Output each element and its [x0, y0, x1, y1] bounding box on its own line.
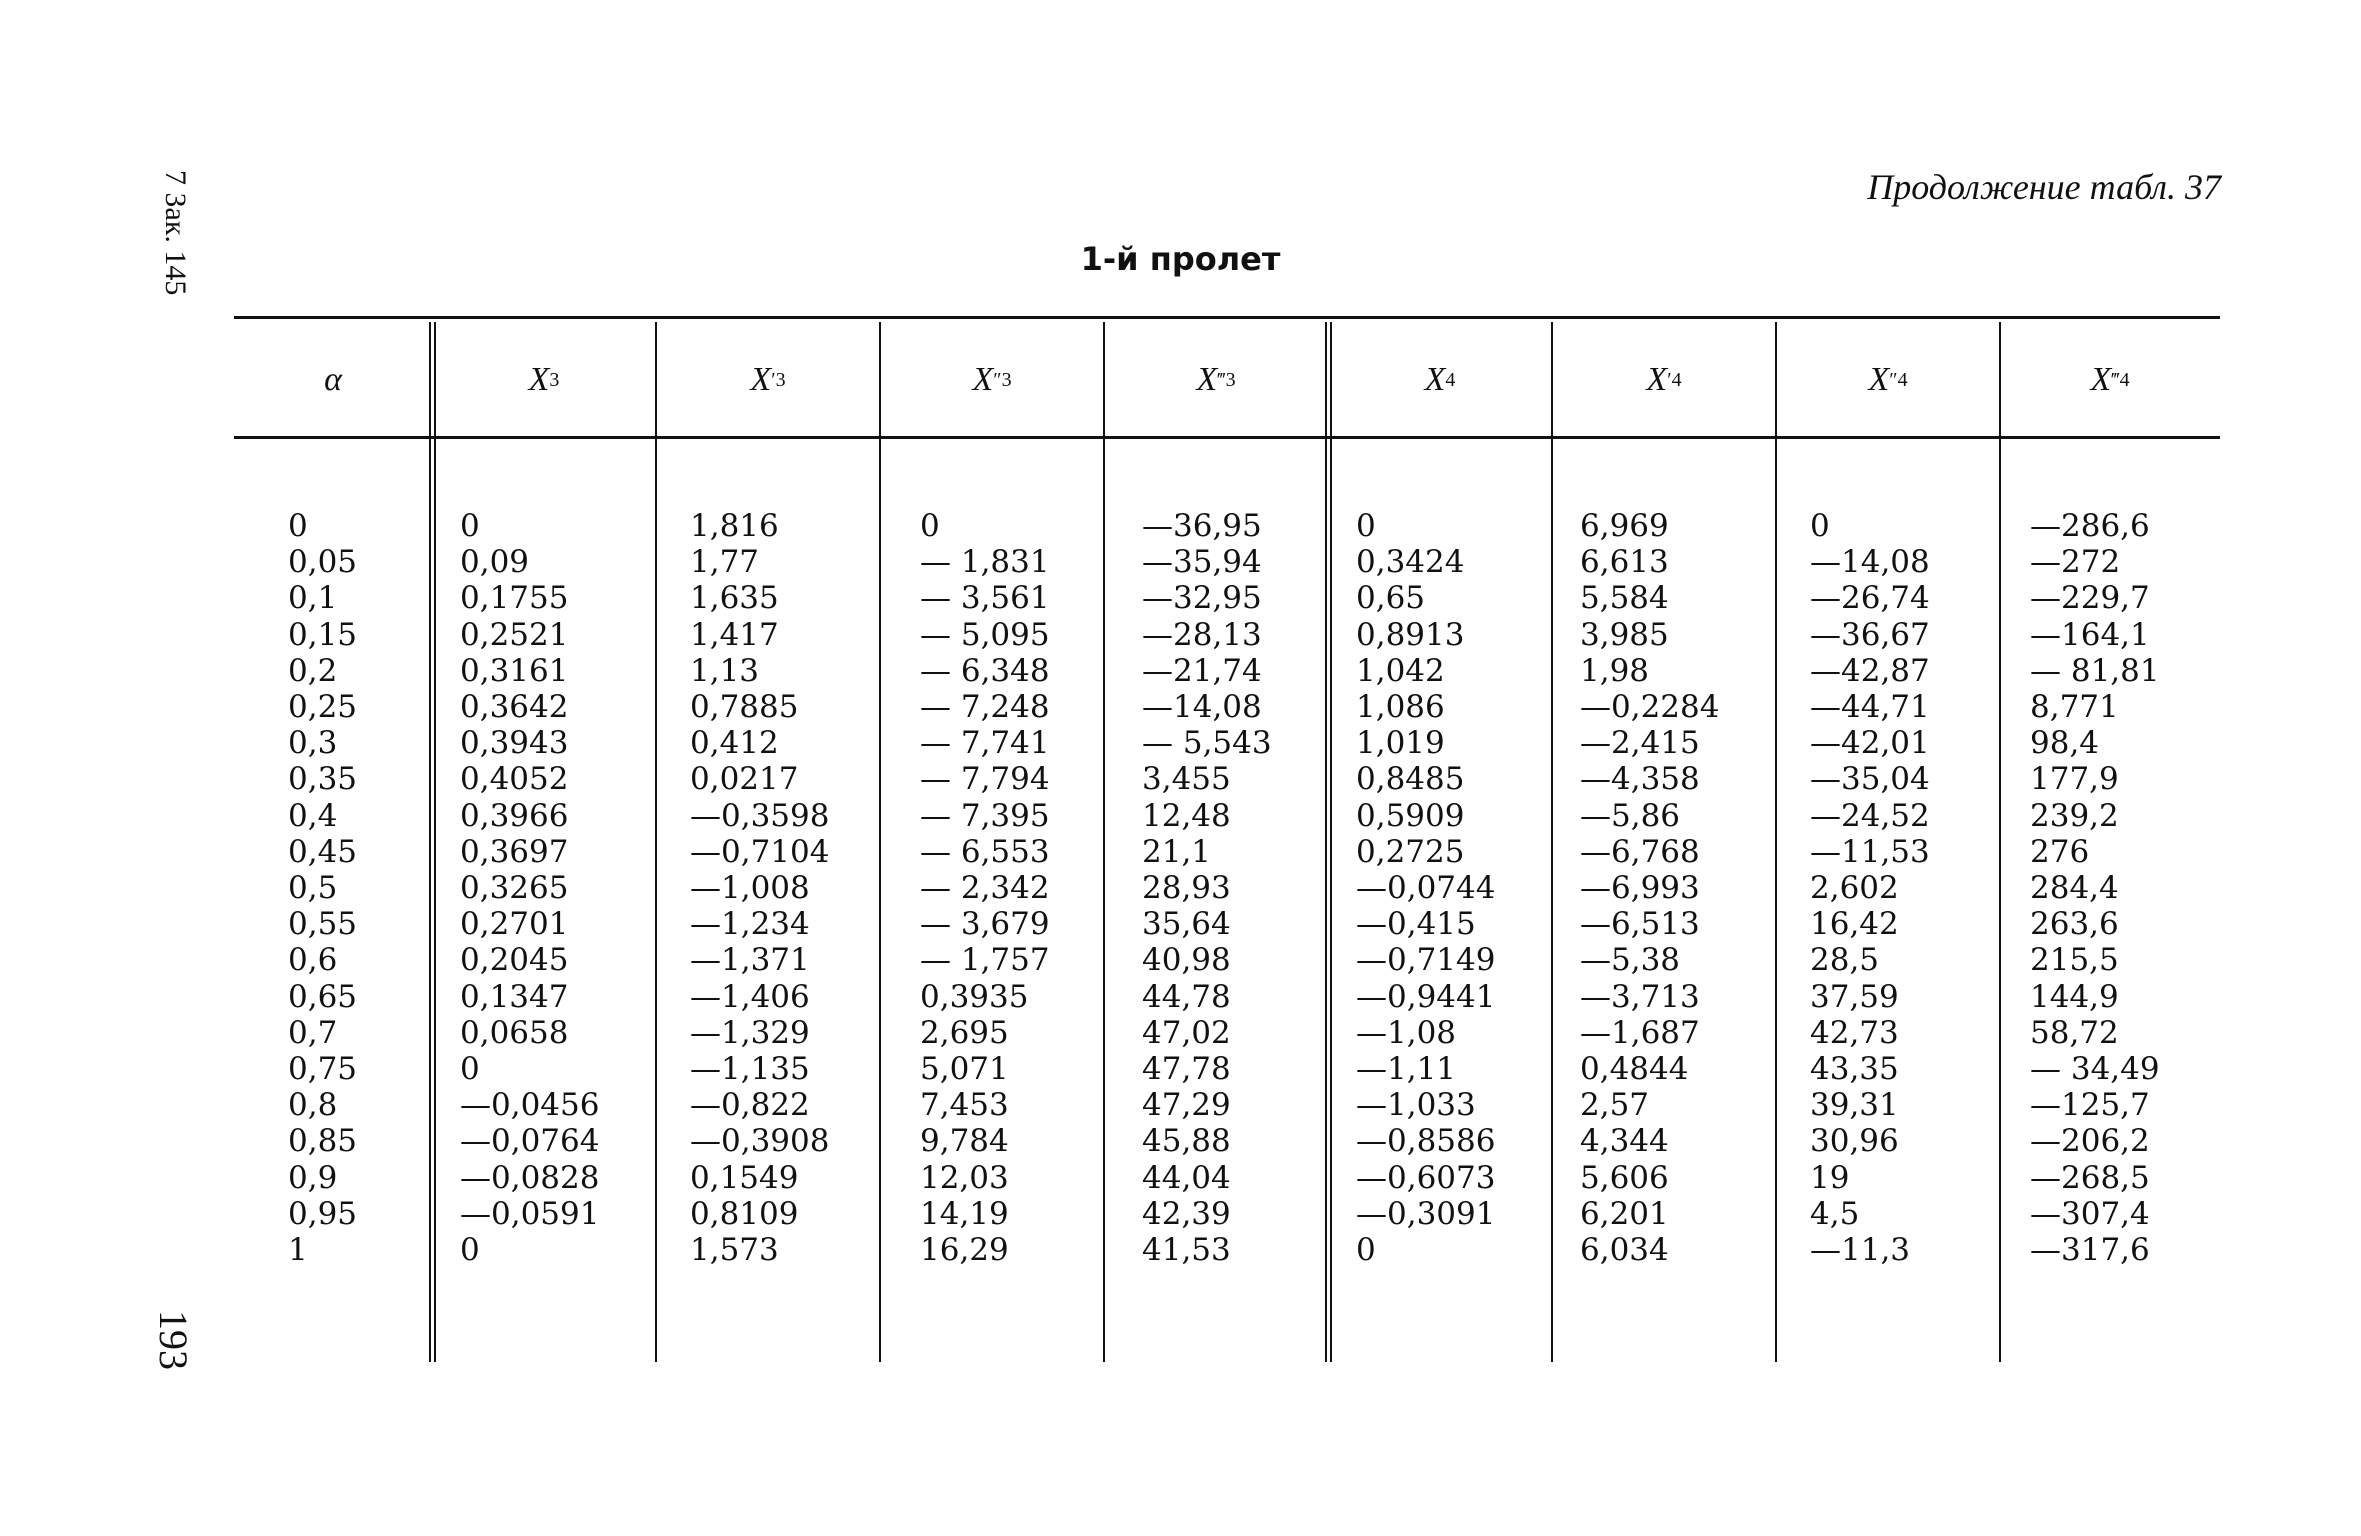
table-cell: 0,0217	[690, 761, 799, 798]
table-cell: 6,613	[1580, 544, 1669, 581]
continuation-title: Продолжение табл. 37	[1867, 167, 2221, 207]
table-cell: —0,0744	[1356, 870, 1496, 907]
table-cell: —164,1	[2030, 616, 2150, 653]
table-cell: —1,008	[690, 870, 810, 907]
table-cell: —0,0591	[460, 1195, 600, 1232]
table-cell: — 1,831	[920, 544, 1050, 581]
column-divider	[1999, 322, 2001, 1362]
table-cell: 0,65	[1356, 580, 1426, 617]
table-cell: 0,4	[288, 797, 338, 834]
table-cell: —14,08	[1810, 544, 1930, 581]
table-cell: —1,687	[1580, 1014, 1700, 1051]
table-cell: —0,9441	[1356, 978, 1496, 1015]
table-cell: 0,2045	[460, 942, 569, 979]
column-header	[656, 340, 880, 420]
table-cell: — 7,741	[920, 725, 1050, 762]
table-cell: 30,96	[1810, 1123, 1899, 1160]
table-cell: 6,034	[1580, 1232, 1669, 1269]
table-cell: 9,784	[920, 1123, 1009, 1160]
column-header	[1552, 340, 1776, 420]
table-cell: 0,8109	[690, 1195, 799, 1232]
table-cell: 0,5	[288, 870, 338, 907]
table-cell: 35,64	[1142, 906, 1231, 943]
table-cell: — 7,248	[920, 689, 1050, 726]
table-cell: —0,8586	[1356, 1123, 1496, 1160]
table-cell: 6,969	[1580, 508, 1669, 544]
table-column	[288, 508, 357, 1268]
table-cell: 12,03	[920, 1159, 1009, 1196]
table-cell: —14,08	[1142, 689, 1262, 726]
column-divider	[1775, 322, 1777, 1362]
column-divider	[1551, 322, 1553, 1362]
table-cell: 0	[920, 508, 940, 544]
table-cell: 144,9	[2030, 978, 2119, 1015]
table-cell: —1,234	[690, 906, 810, 943]
table-cell: 0,3935	[920, 978, 1029, 1015]
table-cell: 0,2725	[1356, 833, 1465, 870]
table-cell: 0	[1810, 508, 1830, 544]
table-cell: —0,0456	[460, 1087, 600, 1124]
column-header	[1776, 340, 2000, 420]
table-cell: 1,042	[1356, 652, 1445, 689]
table-cell: 1,98	[1580, 652, 1650, 689]
table-cell: 0,09	[460, 544, 530, 581]
header-prime: ′	[1667, 368, 1672, 391]
table-cell: —1,033	[1356, 1087, 1476, 1124]
table-cell: 14,19	[920, 1195, 1009, 1232]
header-prime: ‴	[1217, 368, 1226, 391]
table-cell: 0,3697	[460, 833, 569, 870]
table-cell: —286,6	[2030, 508, 2150, 544]
table-cell: 0,0658	[460, 1014, 569, 1051]
column-header	[1328, 340, 1552, 420]
table-cell: 0,2521	[460, 616, 569, 653]
table-column	[1142, 508, 1272, 1268]
table-cell: 0,3424	[1356, 544, 1465, 581]
header-subscript: 4	[1671, 368, 1682, 391]
table-cell: 0,75	[288, 1051, 358, 1088]
table-cell: —6,993	[1580, 870, 1700, 907]
table-cell: —0,7149	[1356, 942, 1496, 979]
header-subscript: 3	[775, 368, 786, 391]
table-cell: 2,602	[1810, 870, 1899, 907]
table-cell: 276	[2030, 833, 2090, 870]
table-cell: —0,0764	[460, 1123, 600, 1160]
table-cell: 45,88	[1142, 1123, 1231, 1160]
table-cell: 215,5	[2030, 942, 2119, 979]
table-cell: 0,3943	[460, 725, 569, 762]
table-cell: 1,13	[690, 652, 760, 689]
table-cell: —4,358	[1580, 761, 1700, 798]
table-cell: 0,05	[288, 544, 358, 581]
table-cell: 16,29	[920, 1232, 1009, 1269]
table-cell: 0	[460, 508, 480, 544]
column-header	[2000, 340, 2220, 420]
table-cell: 7,453	[920, 1087, 1009, 1124]
table-cell: 0,8913	[1356, 616, 1465, 653]
table-cell: 1,635	[690, 580, 779, 617]
table-column	[1356, 508, 1495, 1268]
header-subscript: 4	[1445, 368, 1456, 391]
table-cell: 0,35	[288, 761, 358, 798]
table-cell: 47,02	[1142, 1014, 1231, 1051]
header-subscript: 3	[549, 368, 560, 391]
table-cell: 0,2701	[460, 906, 569, 943]
table-cell: 42,73	[1810, 1014, 1899, 1051]
table-cell: 0,55	[288, 906, 358, 943]
table-cell: 0,1755	[460, 580, 569, 617]
table-cell: 5,584	[1580, 580, 1669, 617]
column-header	[432, 340, 656, 420]
table-cell: —11,53	[1810, 833, 1930, 870]
header-prime: ″	[993, 368, 1002, 391]
table-cell: 40,98	[1142, 942, 1231, 979]
table-cell: 0,45	[288, 833, 358, 870]
table-cell: —1,329	[690, 1014, 810, 1051]
table-cell: 177,9	[2030, 761, 2119, 798]
table-column	[1810, 508, 1930, 1268]
column-divider	[429, 322, 436, 1362]
table-cell: 0,3642	[460, 689, 569, 726]
table-cell: 0,6	[288, 942, 338, 979]
table-cell: —5,38	[1580, 942, 1681, 979]
table-column	[920, 508, 1050, 1268]
table-cell: 2,57	[1580, 1087, 1650, 1124]
column-header	[234, 340, 432, 420]
margin-note: 7 Зак. 145	[159, 170, 192, 296]
table-cell: 21,1	[1142, 833, 1212, 870]
header-symbol: X	[1424, 361, 1446, 398]
table-cell: —42,87	[1810, 652, 1930, 689]
header-subscript: 4	[1897, 368, 1908, 391]
table-cell: 42,39	[1142, 1195, 1231, 1232]
table-cell: 58,72	[2030, 1014, 2119, 1051]
table-column	[690, 508, 829, 1268]
table-cell: 0,7885	[690, 689, 799, 726]
table-cell: — 6,553	[920, 833, 1050, 870]
table-cell: 0	[460, 1051, 480, 1088]
table-cell: — 3,679	[920, 906, 1050, 943]
table-cell: 0,8	[288, 1087, 338, 1124]
table-cell: 0	[288, 508, 308, 544]
column-divider	[879, 322, 881, 1362]
table-cell: —21,74	[1142, 652, 1262, 689]
table-cell: — 5,095	[920, 616, 1050, 653]
table-cell: 4,344	[1580, 1123, 1669, 1160]
table-cell: — 6,348	[920, 652, 1050, 689]
table-cell: 0,9	[288, 1159, 338, 1196]
table-cell: —268,5	[2030, 1159, 2150, 1196]
table-cell: 8,771	[2030, 689, 2119, 726]
table-cell: —36,67	[1810, 616, 1930, 653]
page-number: 193	[151, 1310, 196, 1370]
table-cell: —24,52	[1810, 797, 1930, 834]
table-cell: 16,42	[1810, 906, 1899, 943]
table-cell: —44,71	[1810, 689, 1930, 726]
table-cell: —42,01	[1810, 725, 1930, 762]
table-cell: — 5,543	[1142, 725, 1272, 762]
table-cell: 43,35	[1810, 1051, 1899, 1088]
table-cell: — 34,49	[2030, 1051, 2160, 1088]
table-cell: —36,95	[1142, 508, 1262, 544]
table-cell: 1,019	[1356, 725, 1445, 762]
table-cell: —307,4	[2030, 1195, 2150, 1232]
table-cell: —32,95	[1142, 580, 1262, 617]
table-cell: — 2,342	[920, 870, 1050, 907]
table-cell: —1,371	[690, 942, 810, 979]
table-header-rule	[234, 436, 2220, 439]
table-cell: 0,8485	[1356, 761, 1465, 798]
table-cell: —317,6	[2030, 1232, 2150, 1269]
table-cell: 41,53	[1142, 1232, 1231, 1269]
span-title: 1-й пролет	[1080, 240, 1281, 278]
table-cell: 0,3161	[460, 652, 569, 689]
table-column	[2030, 508, 2160, 1268]
header-symbol: X	[1646, 361, 1668, 398]
table-cell: 0,412	[690, 725, 779, 762]
header-subscript: 4	[2119, 368, 2130, 391]
table-cell: 28,5	[1810, 942, 1880, 979]
table-cell: 0,1549	[690, 1159, 799, 1196]
table-column	[1580, 508, 1719, 1268]
table-cell: —229,7	[2030, 580, 2150, 617]
table-cell: 0	[1356, 1232, 1376, 1269]
table-cell: 5,071	[920, 1051, 1009, 1088]
table-cell: —11,3	[1810, 1232, 1911, 1269]
table-cell: 263,6	[2030, 906, 2119, 943]
header-symbol: α	[324, 361, 342, 398]
table-cell: — 3,561	[920, 580, 1050, 617]
table-cell: —28,13	[1142, 616, 1262, 653]
table-cell: —0,3091	[1356, 1195, 1496, 1232]
table-cell: 0,4052	[460, 761, 569, 798]
column-header	[1104, 340, 1328, 420]
table-cell: 0,25	[288, 689, 358, 726]
table-cell: 39,31	[1810, 1087, 1899, 1124]
table-cell: — 7,395	[920, 797, 1050, 834]
table-top-rule	[234, 316, 2220, 319]
table-cell: 0,2	[288, 652, 338, 689]
column-divider	[1325, 322, 1332, 1362]
table-cell: 5,606	[1580, 1159, 1669, 1196]
table-cell: 47,78	[1142, 1051, 1231, 1088]
table-cell: 3,985	[1580, 616, 1669, 653]
table-cell: 44,78	[1142, 978, 1231, 1015]
table-cell: —26,74	[1810, 580, 1930, 617]
table-cell: 0,4844	[1580, 1051, 1689, 1088]
table-cell: 1,086	[1356, 689, 1445, 726]
table-cell: —272	[2030, 544, 2121, 581]
table-cell: —1,135	[690, 1051, 810, 1088]
table-cell: 4,5	[1810, 1195, 1860, 1232]
table-cell: 0,95	[288, 1195, 358, 1232]
table-cell: —0,822	[690, 1087, 810, 1124]
column-header	[880, 340, 1104, 420]
header-symbol: X	[1196, 361, 1218, 398]
table-cell: 44,04	[1142, 1159, 1231, 1196]
table-cell: 0,3265	[460, 870, 569, 907]
column-divider	[1103, 322, 1105, 1362]
table-cell: 0,3	[288, 725, 338, 762]
header-symbol: X	[528, 361, 550, 398]
table-cell: —0,2284	[1580, 689, 1720, 726]
table-cell: —2,415	[1580, 725, 1700, 762]
table-cell: 1	[288, 1232, 308, 1269]
table-cell: 12,48	[1142, 797, 1231, 834]
table-cell: — 1,757	[920, 942, 1050, 979]
table-cell: 1,417	[690, 616, 779, 653]
table-cell: 19	[1810, 1159, 1850, 1196]
table-cell: 37,59	[1810, 978, 1899, 1015]
table-cell: 47,29	[1142, 1087, 1231, 1124]
table-cell: —35,94	[1142, 544, 1262, 581]
header-symbol: X	[1868, 361, 1890, 398]
table-cell: 284,4	[2030, 870, 2119, 907]
header-symbol: X	[2090, 361, 2112, 398]
table-cell: 0,1	[288, 580, 338, 617]
table-cell: —6,513	[1580, 906, 1700, 943]
table-cell: 1,816	[690, 508, 779, 544]
header-prime: ′	[771, 368, 776, 391]
table-cell: —3,713	[1580, 978, 1700, 1015]
table-cell: 28,93	[1142, 870, 1231, 907]
header-subscript: 3	[1225, 368, 1236, 391]
table-column	[460, 508, 599, 1268]
table-cell: —0,3908	[690, 1123, 830, 1160]
table-cell: 6,201	[1580, 1195, 1669, 1232]
table-cell: —35,04	[1810, 761, 1930, 798]
header-symbol: X	[750, 361, 772, 398]
table-cell: 1,77	[690, 544, 760, 581]
table-cell: 1,573	[690, 1232, 779, 1269]
table-cell: —206,2	[2030, 1123, 2150, 1160]
table-cell: 0	[1356, 508, 1376, 544]
table-cell: 0,1347	[460, 978, 569, 1015]
table-cell: 2,695	[920, 1014, 1009, 1051]
header-symbol: X	[972, 361, 994, 398]
table-cell: 239,2	[2030, 797, 2119, 834]
table-cell: 0,85	[288, 1123, 358, 1160]
table-cell: —6,768	[1580, 833, 1700, 870]
header-prime: ″	[1889, 368, 1898, 391]
table-cell: —0,6073	[1356, 1159, 1496, 1196]
table-cell: —1,11	[1356, 1051, 1457, 1088]
table-cell: —1,406	[690, 978, 810, 1015]
table-cell: —0,0828	[460, 1159, 600, 1196]
table-cell: 0,3966	[460, 797, 569, 834]
column-divider	[655, 322, 657, 1362]
table-cell: —1,08	[1356, 1014, 1457, 1051]
table-cell: 3,455	[1142, 761, 1231, 798]
table-cell: 0,5909	[1356, 797, 1465, 834]
table-cell: —0,415	[1356, 906, 1476, 943]
header-prime: ‴	[2111, 368, 2120, 391]
table-cell: —0,7104	[690, 833, 830, 870]
table-cell: 98,4	[2030, 725, 2100, 762]
table-cell: 0,7	[288, 1014, 338, 1051]
header-subscript: 3	[1001, 368, 1012, 391]
table-cell: — 81,81	[2030, 652, 2160, 689]
table-cell: 0	[460, 1232, 480, 1269]
table-cell: —5,86	[1580, 797, 1681, 834]
table-cell: —125,7	[2030, 1087, 2150, 1124]
table-cell: 0,15	[288, 616, 358, 653]
table-cell: —0,3598	[690, 797, 830, 834]
table-cell: — 7,794	[920, 761, 1050, 798]
table-cell: 0,65	[288, 978, 358, 1015]
